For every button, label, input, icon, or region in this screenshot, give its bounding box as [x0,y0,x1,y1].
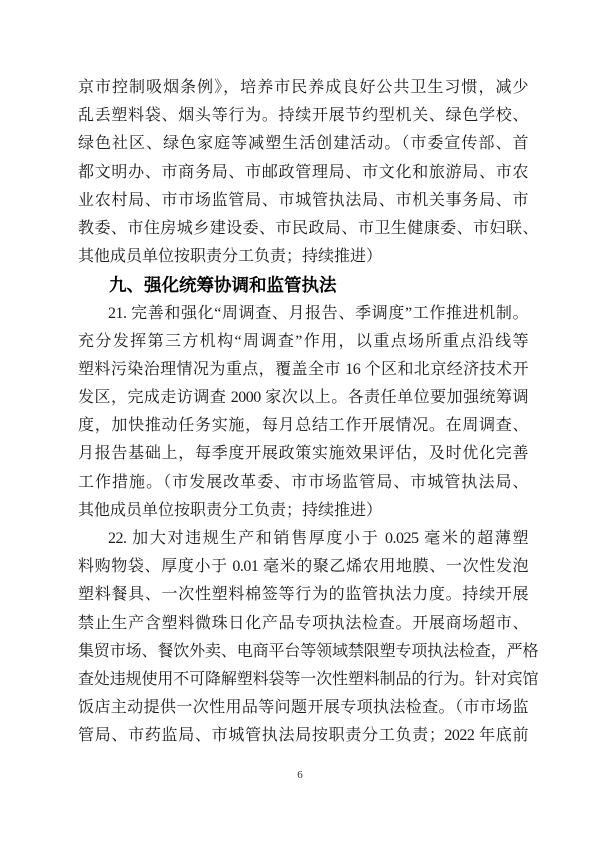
paragraph-line: 度，加快推动任务实施，每月总结工作开展情况。在周调查、 [78,417,528,435]
paragraph-line: 其他成员单位按职责分工负责；持续推进） [78,501,383,519]
paragraph-line: 塑料污染治理情况为重点，覆盖全市 16 个区和北京经济技术开 [78,360,528,378]
paragraph-line: 都文明办、市商务局、市邮政管理局、市文化和旅游局、市农 [78,163,528,181]
paragraph-line: 禁止生产含塑料微珠日化产品专项执法检查。开展商场超市、 [78,614,528,632]
paragraph-line: 京市控制吸烟条例》，培养市民养成良好公共卫生习惯，减少 [78,79,528,96]
paragraph-line: 绿色社区、绿色家庭等减塑生活创建活动。（市委宣传部、首 [78,135,528,153]
paragraph-line: 集贸市场、餐饮外卖、电商平台等领域禁限塑专项执法检查，严格 [78,642,538,660]
paragraph-line: 查处违规使用不可降解塑料袋等一次性塑料制品的行为。针对宾馆 [78,670,538,688]
paragraph-line: 教委、市住房城乡建设委、市民政局、市卫生健康委、市妇联、 [78,219,538,237]
paragraph-line: 塑料餐具、一次性塑料棉签等行为的监管执法力度。持续开展 [78,586,528,604]
paragraph-line: 工作措施。（市发展改革委、市市场监管局、市城管执法局、 [78,473,528,491]
paragraph-line: 业农村局、市市场监管局、市城管执法局、市机关事务局、市 [78,191,528,209]
paragraph-line: 饭店主动提供一次性用品等问题开展专项执法检查。（市市场监 [78,699,528,717]
paragraph-line: 料购物袋、厚度小于 0.01 毫米的聚乙烯农用地膜、一次性发泡 [78,558,528,576]
paragraph-line: 乱丢塑料袋、烟头等行为。持续开展节约型机关、绿色学校、 [78,107,528,125]
paragraph-line: 充分发挥第三方机构“周调查”作用，以重点场所重点沿线等 [78,332,528,350]
paragraph-line: 管局、市药监局、市城管执法局按职责分工负责；2022 年底前 [78,727,528,745]
paragraph-line: 21. 完善和强化“周调查、月报告、季调度”工作推进机制。 [108,304,528,322]
paragraph-line: 月报告基础上，每季度开展政策实施效果评估，及时优化完善 [78,445,528,463]
page-number: 6 [297,769,303,781]
paragraph-line: 其他成员单位按职责分工负责；持续推进） [78,248,383,266]
paragraph-line: 发区，完成走访调查 2000 家次以上。各责任单位要加强统筹调 [78,389,528,407]
section-heading: 九、强化统筹协调和监管执法 [109,275,337,296]
paragraph-line: 22. 加大对违规生产和销售厚度小于 0.025 毫米的超薄塑 [108,530,528,547]
document-text-block [78,74,538,751]
